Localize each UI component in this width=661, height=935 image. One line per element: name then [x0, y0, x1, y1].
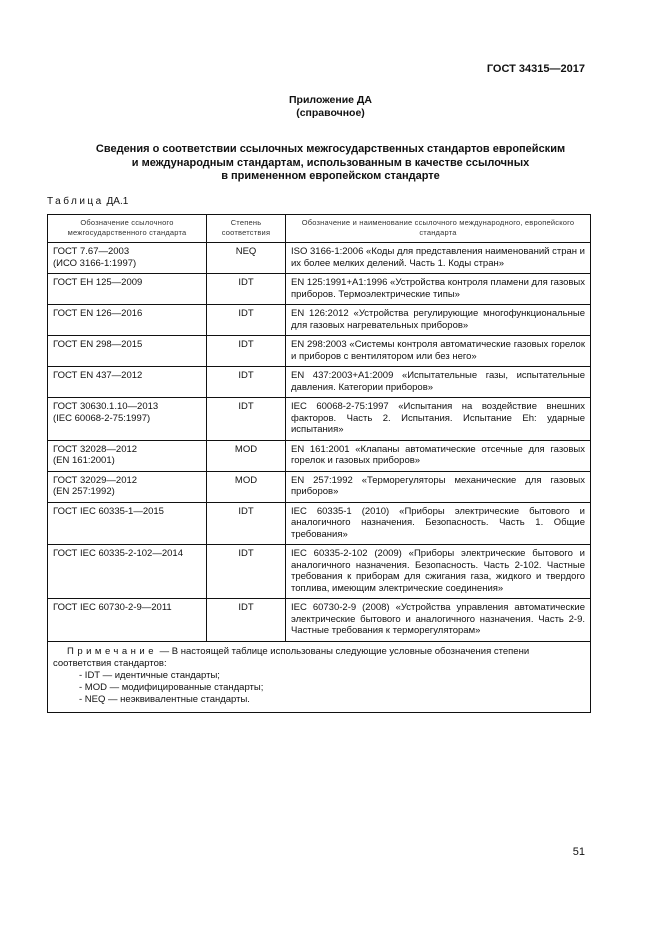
degree-cell: IDT [207, 305, 286, 336]
column-header: Обозначение ссылочного межгосударственного стандарта [48, 215, 207, 243]
annex-subtitle: (справочное) [296, 107, 365, 119]
gost-designation: ГОСТ 7.67—2003 [53, 246, 130, 257]
reference-cell: EN 437:2003+A1:2009 «Испытательные газы, испытательные давления. Категории приборов» [286, 367, 591, 398]
gost-cell [48, 398, 207, 441]
gost-designation: ГОСТ EN 437—2012 [53, 370, 143, 381]
table-label-prefix: Таблица [47, 196, 104, 207]
section-title-line: и международным стандартам, использованным в качестве ссылочных [131, 156, 530, 169]
degree-cell: NEQ [207, 243, 286, 274]
reference-cell: EN 125:1991+A1:1996 «Устройства контроля пламени для газовых приборов. Термоэлектрические типы» [286, 274, 591, 305]
reference-cell: ISO 3166-1:2006 «Коды для представления наименований стран и их более мелких делений. Часть 1. Коды стран» [286, 243, 591, 274]
gost-designation: ГОСТ 30630.1.10—2013 [53, 401, 159, 412]
table-row [48, 471, 591, 502]
degree-cell: IDT [207, 398, 286, 441]
table-row [48, 545, 591, 599]
degree-cell: IDT [207, 545, 286, 599]
table-note-row [48, 641, 591, 712]
reference-cell: IEC 60730-2-9 (2008) «Устройства управления автоматические электрические бытового и аналогичного назначения. Часть 2-9. Частные требования к терморегуляторам» [286, 599, 591, 642]
reference-cell: IEC 60335-1 (2010) «Приборы электрические бытового и аналогичного назначения. Безопасность. Часть 1. Общие требования» [286, 502, 591, 545]
gost-cell [48, 367, 207, 398]
gost-cell [48, 599, 207, 642]
annex-title: Приложение ДА [289, 94, 372, 106]
gost-designation: ГОСТ IEC 60335-2-102—2014 [53, 548, 183, 559]
degree-cell: IDT [207, 367, 286, 398]
gost-equivalent: (ИСО 3166-1:1997) [53, 257, 137, 269]
note-heading: Примечание [67, 645, 157, 657]
note-item: - MOD — модифицированные стандарты; [79, 681, 264, 693]
gost-designation: ГОСТ EN 298—2015 [53, 339, 143, 350]
gost-designation: ГОСТ ЕН 125—2009 [53, 277, 143, 288]
gost-equivalent: (EN 257:1992) [53, 486, 115, 497]
table-row [48, 398, 591, 441]
table-row [48, 440, 591, 471]
degree-cell: IDT [207, 599, 286, 642]
section-title-line: в примененном европейском стандарте [221, 170, 440, 182]
note-item: - IDT — идентичные стандарты; [79, 669, 220, 681]
degree-cell: MOD [207, 471, 286, 502]
document-number: ГОСТ 34315—2017 [486, 63, 585, 75]
section-title-line: Сведения о соответствии ссылочных межгосударственных стандартов европейским [95, 143, 566, 155]
table-row [48, 243, 591, 274]
page-number: 51 [572, 846, 585, 858]
table-row [48, 599, 591, 642]
column-header: Степень соответствия [207, 215, 286, 243]
gost-designation: ГОСТ 32029—2012 [53, 474, 138, 486]
gost-cell [48, 336, 207, 367]
table-row [48, 336, 591, 367]
reference-cell: IEC 60335-2-102 (2009) «Приборы электрические бытового и аналогичного назначения. Безопасность. Часть 2-102. Частные требования к приборам для сжигания газа, жидкого и твердого топлива, имеющим электрические соединения» [286, 545, 591, 599]
gost-designation: ГОСТ IEC 60335-1—2015 [53, 505, 164, 517]
reference-cell: EN 126:2012 «Устройства регулирующие многофункциональные для газовых нагревательных приборов» [286, 305, 591, 336]
correspondence-table [47, 214, 591, 713]
reference-cell: IEC 60068-2-75:1997 «Испытания на воздействие внешних факторов. Часть 2. Испытания. Испытание Eh: ударные испытания» [286, 398, 591, 441]
gost-cell [48, 274, 207, 305]
section-title [60, 143, 601, 184]
gost-designation: ГОСТ EN 126—2016 [53, 308, 143, 319]
table-label-number: ДА.1 [106, 196, 129, 207]
degree-cell: IDT [207, 336, 286, 367]
gost-equivalent: (IEC 60068-2-75:1997) [53, 412, 151, 424]
reference-cell: EN 257:1992 «Терморегуляторы механические для газовых приборов» [286, 471, 591, 502]
degree-cell: MOD [207, 440, 286, 471]
gost-designation: ГОСТ 32028—2012 [53, 443, 138, 455]
note-text: — В настоящей таблице использованы следующие условные обозначения степени соответствия стандартов: [53, 645, 530, 669]
table-row [48, 305, 591, 336]
gost-cell [48, 545, 207, 599]
reference-cell: EN 298:2003 «Системы контроля автоматические газовых горелок и приборов с вентилятором или без него» [286, 336, 591, 367]
gost-designation: ГОСТ IEC 60730-2-9—2011 [53, 602, 172, 613]
gost-cell [48, 440, 207, 471]
degree-cell: IDT [207, 274, 286, 305]
column-header: Обозначение и наименование ссылочного международного, европейского стандарта [286, 215, 591, 243]
table-header-row [48, 215, 591, 243]
table-note [48, 641, 591, 712]
table-row [48, 502, 591, 545]
reference-cell: EN 161:2001 «Клапаны автоматические отсечные для газовых горелок и газовых приборов» [286, 440, 591, 471]
table-row [48, 367, 591, 398]
annex-heading [0, 94, 661, 120]
gost-cell [48, 305, 207, 336]
table-label [47, 196, 128, 207]
gost-cell [48, 243, 207, 274]
degree-cell: IDT [207, 502, 286, 545]
gost-cell [48, 502, 207, 545]
gost-cell [48, 471, 207, 502]
table-row [48, 274, 591, 305]
note-item: - NEQ — неэквивалентные стандарты. [79, 693, 250, 705]
gost-equivalent: (EN 161:2001) [53, 455, 115, 466]
